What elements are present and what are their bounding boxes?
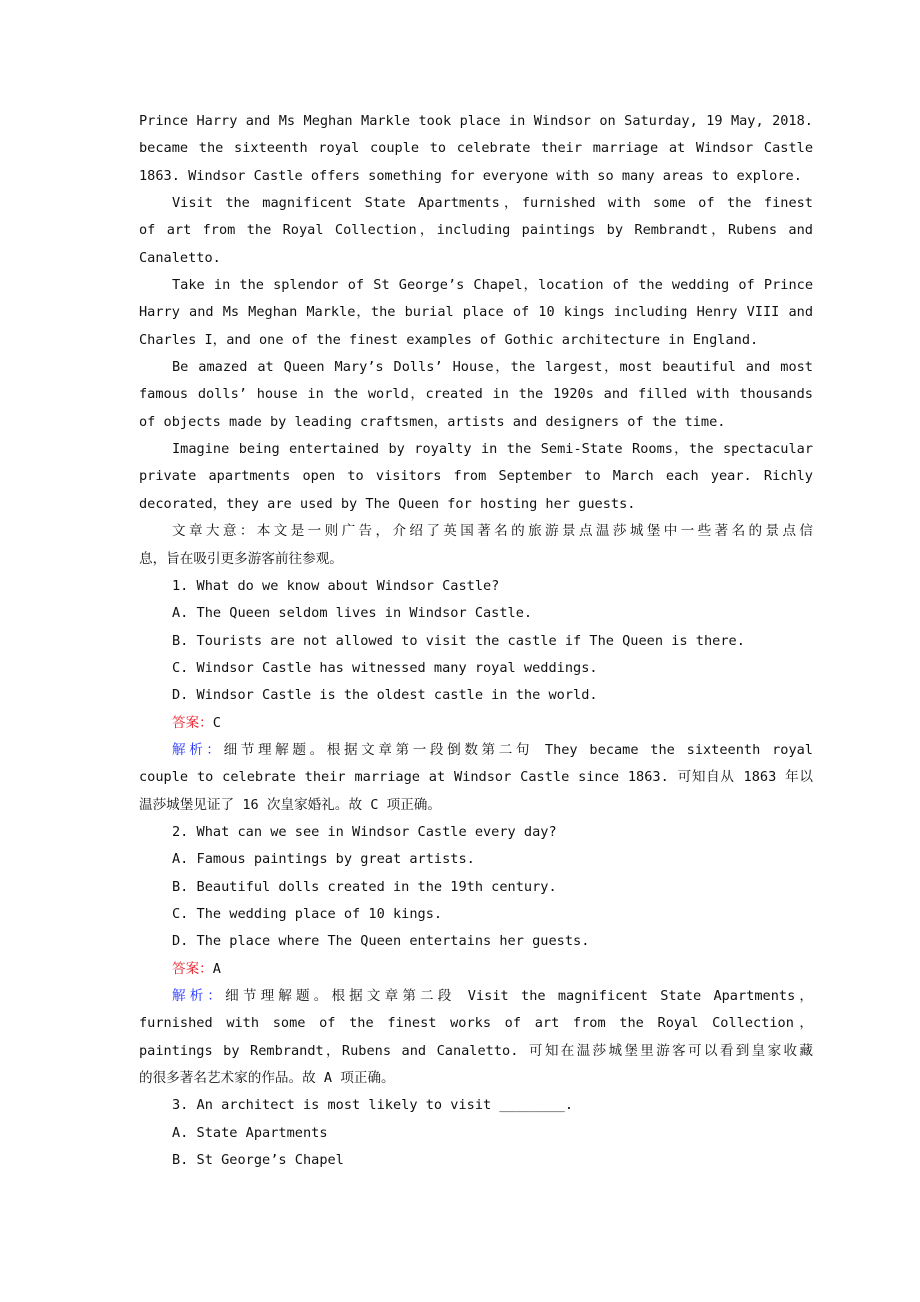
text-line bbox=[139, 518, 813, 545]
text-line bbox=[139, 163, 813, 190]
text-line bbox=[139, 1010, 813, 1037]
line-text: B. Tourists are not allowed to visit the castle if The Queen is there. bbox=[172, 632, 745, 649]
analysis-line bbox=[139, 983, 813, 1010]
line-text: B. Beautiful dolls created in the 19th century. bbox=[172, 878, 557, 895]
text-line bbox=[139, 600, 813, 627]
line-text: couple to celebrate their marriage at Windsor Castle since 1863. 可知自从 1863 年以 bbox=[139, 769, 813, 786]
line-text: of art from the Royal Collection，including paintings by Rembrandt，Rubens and bbox=[139, 222, 813, 239]
line-text: C bbox=[212, 714, 221, 731]
line-text: Imagine being entertained by royalty in the Semi-State Rooms，the spectacular bbox=[172, 441, 813, 458]
line-text: C. Windsor Castle has witnessed many royal weddings. bbox=[172, 659, 598, 676]
text-line bbox=[139, 217, 813, 244]
line-text: B. St George’s Chapel bbox=[172, 1152, 344, 1169]
text-line bbox=[139, 901, 813, 928]
analysis-label: 解析： bbox=[172, 988, 226, 1004]
text-line bbox=[139, 463, 813, 490]
line-text: Visit the magnificent State Apartments，furnished with some of the finest bbox=[172, 195, 813, 212]
text-line bbox=[139, 874, 813, 901]
line-text: A. Famous paintings by great artists. bbox=[172, 851, 475, 868]
text-line bbox=[139, 1120, 813, 1147]
line-text: furnished with some of the finest works of art from the Royal Collection， bbox=[139, 1015, 813, 1032]
text-line bbox=[139, 354, 813, 381]
text-line bbox=[139, 792, 813, 819]
line-text: decorated，they are used by The Queen for hosting her guests. bbox=[139, 495, 636, 512]
line-text: private apartments open to visitors from September to March each year. Richly bbox=[139, 468, 813, 485]
text-line bbox=[139, 108, 813, 135]
line-text: 息，旨在吸引更多游客前往参观。 bbox=[139, 550, 343, 567]
line-text: famous dolls’ house in the world，created in the 1920s and filled with thousands bbox=[139, 386, 813, 403]
line-text: paintings by Rembrandt，Rubens and Canaletto. 可知在温莎城堡里游客可以看到皇家收藏 bbox=[139, 1042, 813, 1059]
line-text: C. The wedding place of 10 kings. bbox=[172, 905, 443, 922]
line-text: 温莎城堡见证了 16 次皇家婚礼。故 C 项正确。 bbox=[139, 796, 441, 813]
line-text: A bbox=[212, 960, 221, 977]
line-text: 文章大意：本文是一则广告，介绍了英国著名的旅游景点温莎城堡中一些著名的景点信 bbox=[172, 523, 813, 540]
line-text: Prince Harry and Ms Meghan Markle took place in Windsor on Saturday, 19 May, 2018. bbox=[139, 113, 813, 129]
text-line bbox=[139, 491, 813, 518]
line-text: 2. What can we see in Windsor Castle every day? bbox=[172, 823, 557, 840]
line-text: 细节理解题。根据文章第一段倒数第二句 They became the sixteenth royal bbox=[223, 741, 813, 758]
answer-label: 答案： bbox=[172, 714, 213, 731]
analysis-line bbox=[139, 737, 813, 764]
text-line bbox=[139, 1038, 813, 1065]
answer-label: 答案： bbox=[172, 960, 213, 977]
line-text: 细节理解题。根据文章第二段 Visit the magnificent State Apartments， bbox=[225, 988, 813, 1004]
text-line bbox=[139, 846, 813, 873]
document-body bbox=[139, 108, 813, 1174]
text-line bbox=[139, 628, 813, 655]
text-line bbox=[139, 819, 813, 846]
text-line bbox=[139, 655, 813, 682]
line-text: Canaletto. bbox=[139, 249, 221, 266]
line-text: Charles I，and one of the finest examples of Gothic architecture in England. bbox=[139, 331, 759, 348]
text-line bbox=[139, 272, 813, 299]
line-text: became the sixteenth royal couple to celebrate their marriage at Windsor Castle bbox=[139, 140, 813, 157]
line-text: A. State Apartments bbox=[172, 1124, 328, 1141]
line-text: 3. An architect is most likely to visit ________. bbox=[172, 1097, 574, 1114]
text-line bbox=[139, 573, 813, 600]
text-line bbox=[139, 1092, 813, 1119]
text-line bbox=[139, 764, 813, 791]
line-text: Be amazed at Queen Mary’s Dolls’ House，the largest，most beautiful and most bbox=[172, 359, 813, 376]
answer-line bbox=[139, 956, 813, 983]
text-line bbox=[139, 1065, 813, 1092]
text-line bbox=[139, 682, 813, 709]
text-line bbox=[139, 381, 813, 408]
line-text: 1863. Windsor Castle offers something for everyone with so many areas to explore. bbox=[139, 167, 802, 184]
line-text: Take in the splendor of St George’s Chapel，location of the wedding of Prince bbox=[172, 277, 813, 294]
text-line bbox=[139, 546, 813, 573]
text-line bbox=[139, 928, 813, 955]
answer-line bbox=[139, 710, 813, 737]
line-text: D. Windsor Castle is the oldest castle in the world. bbox=[172, 687, 598, 704]
line-text: A. The Queen seldom lives in Windsor Castle. bbox=[172, 605, 533, 622]
line-text: 1. What do we know about Windsor Castle? bbox=[172, 577, 500, 594]
text-line bbox=[139, 436, 813, 463]
text-line bbox=[139, 190, 813, 217]
line-text: 的很多著名艺术家的作品。故 A 项正确。 bbox=[139, 1070, 395, 1087]
text-line bbox=[139, 327, 813, 354]
text-line bbox=[139, 135, 813, 162]
line-text: of objects made by leading craftsmen，artists and designers of the time. bbox=[139, 413, 726, 430]
text-line bbox=[139, 1147, 813, 1174]
text-line bbox=[139, 409, 813, 436]
analysis-label: 解析： bbox=[172, 741, 224, 758]
line-text: D. The place where The Queen entertains her guests. bbox=[172, 933, 590, 950]
line-text: Harry and Ms Meghan Markle，the burial place of 10 kings including Henry VIII and bbox=[139, 304, 813, 321]
text-line bbox=[139, 299, 813, 326]
text-line bbox=[139, 245, 813, 272]
